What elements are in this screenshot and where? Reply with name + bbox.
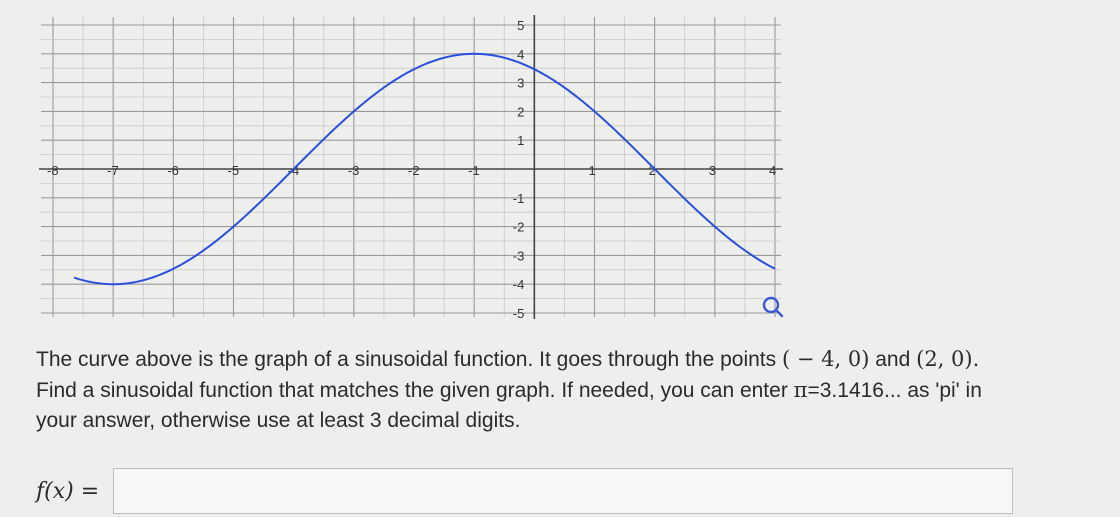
sinusoid-graph <box>0 0 800 340</box>
y-tick-label: -5 <box>512 306 525 321</box>
x-tick-label: -6 <box>167 163 179 178</box>
x-tick-label: 2 <box>648 163 656 178</box>
pi-approximation: =3.1416... as 'pi' in <box>807 379 982 402</box>
x-tick-label: -3 <box>347 163 360 178</box>
y-tick-label: -3 <box>512 248 525 264</box>
y-tick-label: -2 <box>512 219 525 235</box>
point-1: ( − 4, 0) <box>781 347 870 371</box>
x-tick-label: -2 <box>408 163 420 178</box>
x-tick-label: 4 <box>769 163 777 178</box>
answer-input[interactable] <box>113 468 1013 514</box>
question-text <box>36 344 1106 436</box>
answer-row <box>36 468 1013 514</box>
question-line-1 <box>36 344 1106 375</box>
y-tick-label: 2 <box>517 104 525 120</box>
question-line-2 <box>36 375 1106 406</box>
answer-label: f(x) = <box>36 478 100 504</box>
conjunction-text: and <box>875 348 911 371</box>
x-tick-label: -1 <box>468 163 480 178</box>
x-tick-label: 1 <box>588 163 596 178</box>
y-tick-label: -4 <box>512 277 525 293</box>
question-line-3: your answer, otherwise use at least 3 decimal digits. <box>36 409 521 432</box>
x-tick-label: 3 <box>708 163 717 178</box>
x-tick-label: -4 <box>287 163 300 178</box>
x-tick-label: -8 <box>47 163 59 178</box>
magnifier-icon[interactable] <box>760 294 786 320</box>
y-tick-label: 3 <box>517 75 525 91</box>
y-tick-label: 4 <box>517 46 525 62</box>
y-tick-label: 5 <box>517 18 525 33</box>
pi-symbol: π <box>793 378 808 402</box>
y-tick-label: -1 <box>512 190 525 206</box>
x-tick-label: -7 <box>107 163 119 178</box>
point-2: (2, 0). <box>916 347 980 371</box>
question-line-2-text: Find a sinusoidal function that matches the given graph. If needed, you can enter <box>36 379 788 402</box>
question-line-1-text: The curve above is the graph of a sinusoidal function. It goes through the points <box>36 348 777 371</box>
y-tick-label: 1 <box>517 133 525 149</box>
x-tick-label: -5 <box>227 163 240 178</box>
